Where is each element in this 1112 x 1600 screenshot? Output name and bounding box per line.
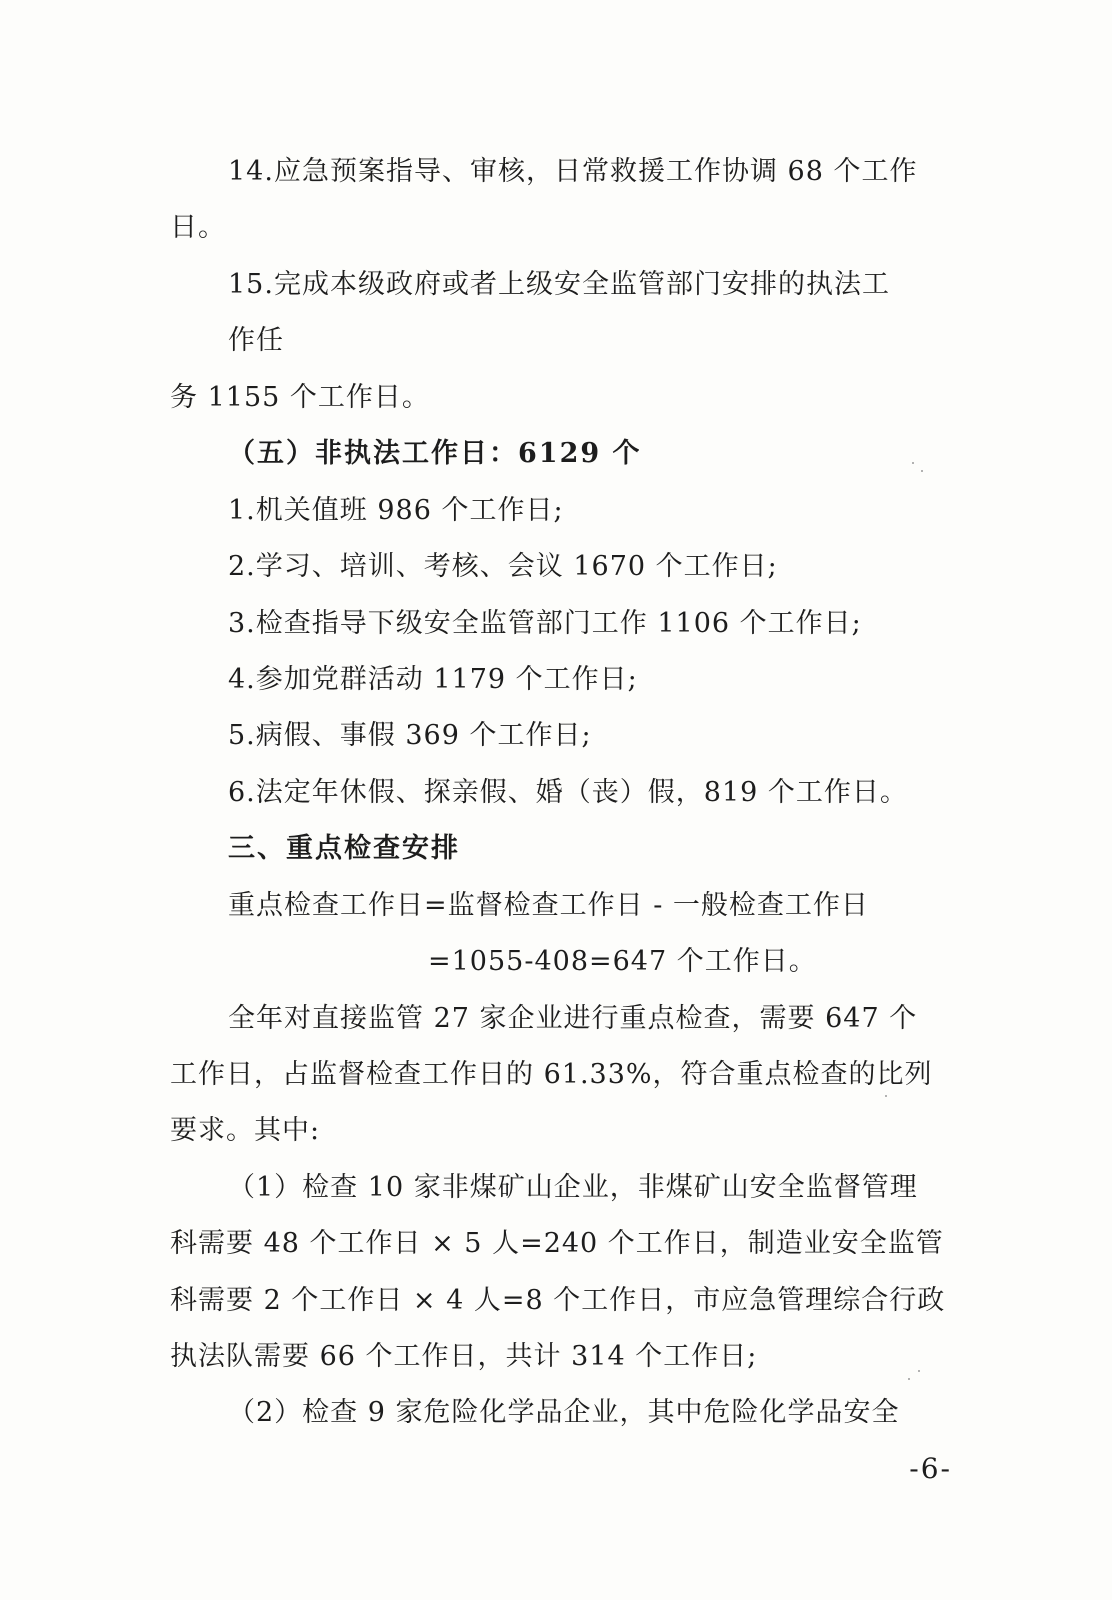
scan-speck — [885, 1095, 887, 1097]
scan-speck — [918, 1370, 920, 1372]
list-item: 5.病假、事假 369 个工作日; — [228, 720, 592, 751]
text-line: （1）检查 10 家非煤矿山企业，非煤矿山安全监督管理 — [228, 1172, 918, 1203]
page-number: -6- — [909, 1452, 952, 1485]
text-line: 科需要 2 个工作日 × 4 人=8 个工作日，市应急管理综合行政 — [170, 1285, 946, 1316]
text-line: 工作日，占监督检查工作日的 61.33%，符合重点检查的比列 — [170, 1059, 933, 1090]
section-subheading: （五）非执法工作日：6129 个 — [228, 438, 642, 469]
text-line: 14.应急预案指导、审核，日常救援工作协调 68 个工作 — [228, 156, 918, 187]
list-item: 3.检查指导下级安全监管部门工作 1106 个工作日; — [228, 608, 862, 639]
text-line: （2）检查 9 家危险化学品企业，其中危险化学品安全 — [228, 1397, 900, 1428]
text-line: 执法队需要 66 个工作日，共计 314 个工作日; — [170, 1341, 758, 1372]
scan-speck — [912, 462, 914, 464]
text-line: 务 1155 个工作日。 — [170, 382, 430, 413]
list-item: 6.法定年休假、探亲假、婚（丧）假，819 个工作日。 — [228, 777, 908, 808]
list-item: 2.学习、培训、考核、会议 1670 个工作日; — [228, 551, 778, 582]
text-line: 15.完成本级政府或者上级安全监管部门安排的执法工 — [228, 269, 890, 300]
formula-line: 重点检查工作日=监督检查工作日 - 一般检查工作日 — [228, 890, 869, 921]
formula-result: =1055-408=647 个工作日。 — [428, 946, 817, 977]
section-heading: 三、重点检查安排 — [228, 833, 460, 864]
text-line: 作任 — [228, 325, 284, 356]
text-line: 要求。其中: — [170, 1115, 321, 1146]
list-item: 4.参加党群活动 1179 个工作日; — [228, 664, 638, 695]
list-item: 1.机关值班 986 个工作日; — [228, 495, 564, 526]
text-line: 全年对直接监管 27 家企业进行重点检查，需要 647 个 — [228, 1003, 918, 1034]
text-line: 科需要 48 个工作日 × 5 人=240 个工作日，制造业安全监管 — [170, 1228, 944, 1259]
text-line: 日。 — [170, 212, 226, 243]
scan-speck — [921, 470, 923, 472]
scan-speck — [908, 1378, 910, 1380]
